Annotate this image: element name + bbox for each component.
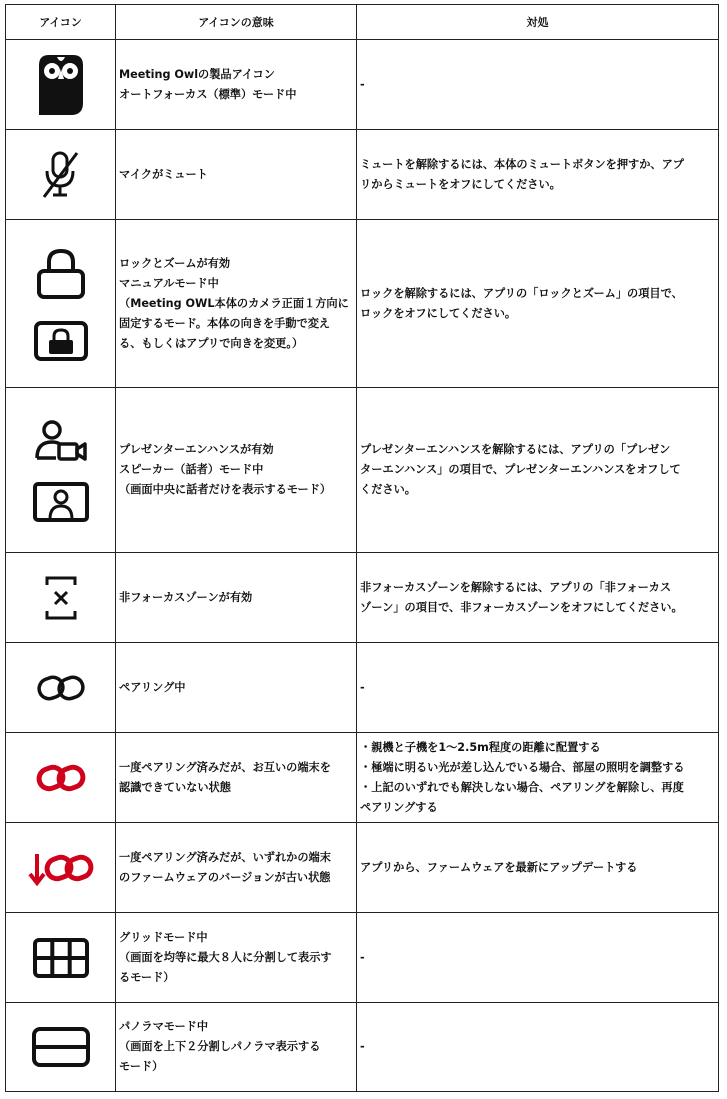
action-cell: アプリから、ファームウェアを最新にアップデートする	[357, 823, 719, 913]
table-row	[6, 1003, 719, 1092]
grid-mode-icon	[33, 938, 89, 978]
meaning-cell: ロックとズームが有効 マニュアルモード中 （Meeting OWL本体のカメラ正面１方向に 固定するモード。本体の向きを手動で変え る、もしくはアプリで向きを変更。）	[116, 220, 357, 388]
action-cell: -	[357, 40, 719, 130]
table-row	[6, 733, 719, 823]
action-cell: -	[357, 913, 719, 1003]
icon-cell	[6, 733, 116, 823]
table-row	[6, 643, 719, 733]
table-header-row	[6, 5, 719, 40]
owl-logo-icon	[35, 53, 87, 117]
bullet-item: ・極端に明るい光が差し込んでいる場合、部屋の照明を調整する	[360, 760, 685, 774]
icon-cell	[6, 823, 116, 913]
bullet-item: ペアリングする	[360, 800, 438, 814]
header-action: 対処	[357, 5, 719, 40]
table-row	[6, 553, 719, 643]
action-cell: -	[357, 643, 719, 733]
action-cell: ミュートを解除するには、本体のミュートボタンを押すか、アプ リからミュートをオフにしてください。	[357, 130, 719, 220]
icon-reference-table	[5, 4, 719, 1092]
meaning-cell: Meeting Owlの製品アイコン オートフォーカス（標準）モード中	[116, 40, 357, 130]
header-meaning: アイコンの意味	[116, 5, 357, 40]
bullet-item: ・親機と子機を1～2.5m程度の距離に配置する	[360, 740, 601, 754]
icon-cell	[6, 388, 116, 553]
icon-cell	[6, 220, 116, 388]
meaning-cell: プレゼンターエンハンスが有効 スピーカー（話者）モード中 （画面中央に話者だけを表示するモード）	[116, 388, 357, 553]
meaning-cell: マイクがミュート	[116, 130, 357, 220]
panorama-mode-icon	[32, 1027, 90, 1067]
pairing-error-link-icon	[36, 759, 86, 797]
meaning-cell: 一度ペアリング済みだが、お互いの端末を 認識できていない状態	[116, 733, 357, 823]
icon-cell	[6, 130, 116, 220]
meaning-cell: ペアリング中	[116, 643, 357, 733]
icon-cell	[6, 553, 116, 643]
lock-framed-icon	[34, 321, 88, 361]
action-cell: ロックを解除するには、アプリの「ロックとズーム」の項目で、 ロックをオフにしてください。	[357, 220, 719, 388]
table-row	[6, 220, 719, 388]
meaning-cell: 一度ペアリング済みだが、いずれかの端末 のファームウェアのバージョンが古い状態	[116, 823, 357, 913]
icon-cell	[6, 643, 116, 733]
icon-cell	[6, 1003, 116, 1092]
speaker-framed-icon	[33, 482, 89, 522]
mic-muted-icon	[39, 150, 83, 200]
pairing-link-icon	[36, 670, 86, 706]
table-row	[6, 823, 719, 913]
header-icon: アイコン	[6, 5, 116, 40]
table-row	[6, 130, 719, 220]
bullet-item: ・上記のいずれでも解決しない場合、ペアリングを解除し、再度	[360, 780, 684, 794]
table-row	[6, 913, 719, 1003]
icon-cell	[6, 40, 116, 130]
table-row	[6, 388, 719, 553]
pairing-update-link-icon	[28, 848, 94, 888]
action-cell: プレゼンターエンハンスを解除するには、アプリの「プレゼン ターエンハンス」の項目で、プレゼンターエンハンスをオフして ください。	[357, 388, 719, 553]
lock-outline-icon	[34, 247, 88, 301]
action-cell: 非フォーカスゾーンを解除するには、アプリの「非フォーカス ゾーン」の項目で、非フォーカスゾーンをオフにしてください。	[357, 553, 719, 643]
table-row	[6, 40, 719, 130]
meaning-cell: パノラマモード中 （画面を上下２分割しパノラマ表示する モード）	[116, 1003, 357, 1092]
action-cell: -	[357, 1003, 719, 1092]
presenter-camera-icon	[34, 418, 88, 462]
no-focus-zone-icon	[44, 575, 78, 621]
meaning-cell: グリッドモード中 （画面を均等に最大８人に分割して表示す るモード）	[116, 913, 357, 1003]
meaning-cell: 非フォーカスゾーンが有効	[116, 553, 357, 643]
action-cell	[357, 733, 719, 823]
icon-cell	[6, 913, 116, 1003]
